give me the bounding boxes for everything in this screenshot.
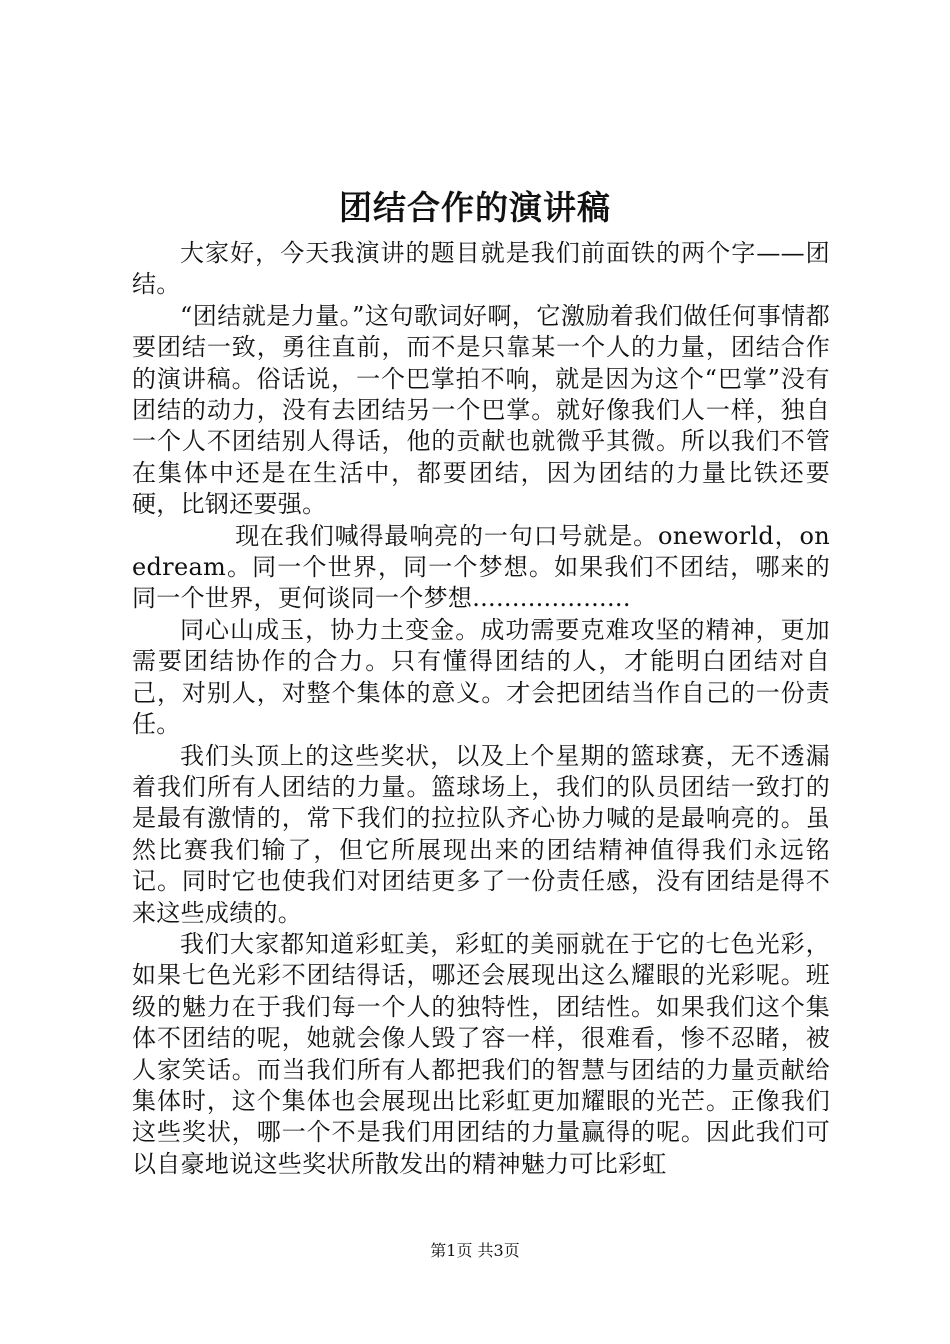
paragraph-greeting: 大家好，今天我演讲的题目就是我们前面铁的两个字——团结。 <box>132 239 830 299</box>
paragraph-unity-is-strength: “团结就是力量。”这句歌词好啊，它激励着我们做任何事情都要团结一致，勇往直前，而不是只靠某一个人的力量，团结合作的演讲稿。俗话说，一个巴掌拍不响，就是因为这个“巴掌”没有团结的动力，没有去团结另一个巴掌。就好像我们人一样，独自一个人不团结别人得话，他的贡献也就微乎其微。所以我们不管在集体中还是在生活中，都要团结，因为团结的力量比铁还要硬，比钢还要强。 <box>132 301 830 519</box>
paragraph-basketball: 我们头顶上的这些奖状，以及上个星期的篮球赛，无不透漏着我们所有人团结的力量。篮球场上，我们的队员团结一致打的是最有激情的，常下我们的拉拉队齐心协力喊的是最响亮的。虽然比赛我们输了，但它所展现出来的团结精神值得我们永远铭记。同时它也使我们对团结更多了一份责任感，没有团结是得不来这些成绩的。 <box>132 741 830 927</box>
paragraph-slogan: 现在我们喊得最响亮的一句口号就是。oneworld，onedream。同一个世界，同一个梦想。如果我们不团结，哪来的同一个世界，更何谈同一个梦想.................... <box>132 521 830 613</box>
paragraph-rainbow: 我们大家都知道彩虹美，彩虹的美丽就在于它的七色光彩，如果七色光彩不团结得话，哪还会展现出这么耀眼的光彩呢。班级的魅力在于我们每一个人的独特性，团结性。如果我们这个集体不团结的呢，她就会像人毁了容一样，很难看，惨不忍睹，被人家笑话。而当我们所有人都把我们的智慧与团结的力量贡献给集体时，这个集体也会展现出比彩虹更加耀眼的光芒。正像我们这些奖状，哪一个不是我们用团结的力量赢得的呢。因此我们可以自豪地说这些奖状所散发出的精神魅力可比彩虹 <box>132 929 830 1178</box>
document-body <box>132 238 830 1180</box>
page-number-footer: 第1页 共3页 <box>430 1241 520 1260</box>
paragraph-cooperation: 同心山成玉，协力土变金。成功需要克难攻坚的精神，更加需要团结协作的合力。只有懂得团结的人，才能明白团结对自己，对别人，对整个集体的意义。才会把团结当作自己的一份责任。 <box>132 615 830 739</box>
document-title: 团结合作的演讲稿 <box>339 188 611 227</box>
